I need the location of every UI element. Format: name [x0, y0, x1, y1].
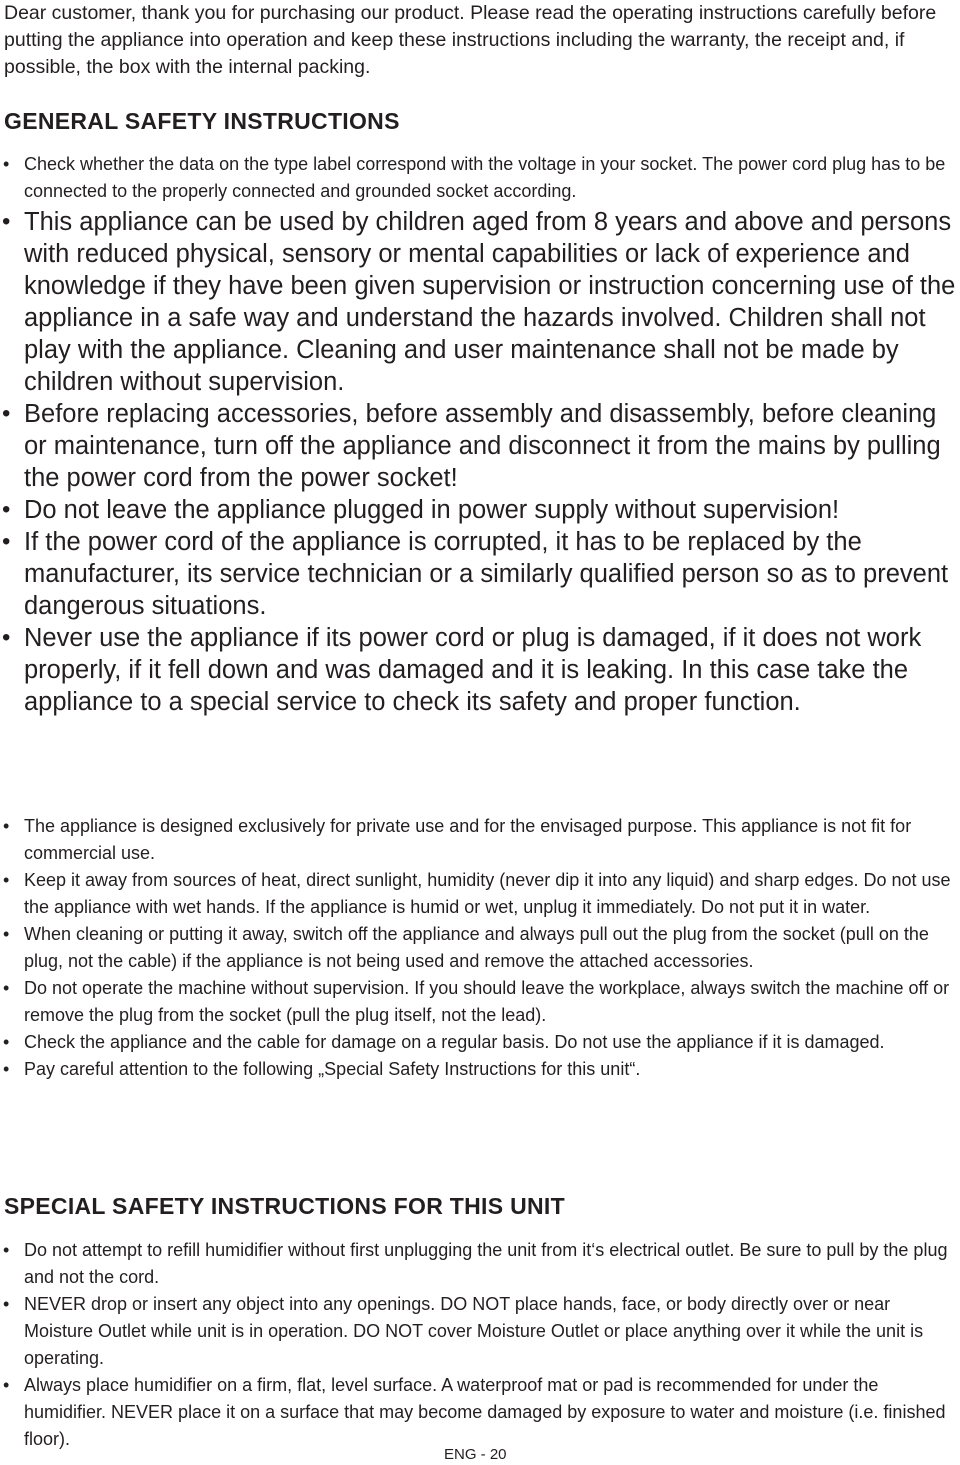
page-number: ENG - 20 — [444, 1446, 507, 1463]
list-item: • NEVER drop or insert any object into any openings. DO NOT place hands, face, or body directly over or near Moisture Outlet while unit is in operation. DO NOT cover Moisture Outlet or place anything over it while the unit is operating. — [0, 1291, 960, 1372]
list-item: • Do not leave the appliance plugged in power supply without supervision! — [0, 494, 960, 526]
list-item: • When cleaning or putting it away, switch off the appliance and always pull out the plug from the socket (pull on the plug, not the cable) if the appliance is not being used and remove the attached accessories. — [0, 921, 960, 975]
general-list-large — [0, 206, 960, 718]
list-item: • If the power cord of the appliance is corrupted, it has to be replaced by the manufacturer, its service technician or a similarly qualified person so as to prevent dangerous situations. — [0, 526, 960, 622]
list-item: • Never use the appliance if its power cord or plug is damaged, if it does not work properly, if it fell down and was damaged and it is leaking. In this case take the appliance to a special service to check its safety and proper function. — [0, 622, 960, 718]
list-item: • Before replacing accessories, before assembly and disassembly, before cleaning or maintenance, turn off the appliance and disconnect it from the mains by pulling the power cord from the power socket! — [0, 398, 960, 494]
general-list-small-b — [0, 813, 960, 1083]
list-item: • Do not attempt to refill humidifier without first unplugging the unit from it‘s electrical outlet. Be sure to pull by the plug and not the cord. — [0, 1237, 960, 1291]
list-item: • Keep it away from sources of heat, direct sunlight, humidity (never dip it into any liquid) and sharp edges. Do not use the appliance with wet hands. If the appliance is humid or wet, unplug it immediately. Do not put it in water. — [0, 867, 960, 921]
intro-paragraph: Dear customer, thank you for purchasing our product. Please read the operating instructions carefully before putting the appliance into operation and keep these instructions including the warranty, the receipt and, if possible, the box with the internal packing. — [4, 2, 937, 78]
list-item: • Check whether the data on the type label correspond with the voltage in your socket. The power cord plug has to be connected to the properly connected and grounded socket according. — [0, 151, 960, 205]
special-list — [0, 1237, 960, 1453]
general-list-small-a — [0, 151, 960, 205]
list-item: • Pay careful attention to the following „Special Safety Instructions for this unit“. — [0, 1056, 960, 1083]
list-item: • Always place humidifier on a firm, flat, level surface. A waterproof mat or pad is recommended for under the humidifier. NEVER place it on a surface that may become damaged by exposure to water and moisture (i.e. finished floor). — [0, 1372, 960, 1453]
list-item: • The appliance is designed exclusively for private use and for the envisaged purpose. This appliance is not fit for commercial use. — [0, 813, 960, 867]
special-safety-heading: SPECIAL SAFETY INSTRUCTIONS FOR THIS UNIT — [4, 1193, 565, 1219]
general-safety-heading: GENERAL SAFETY INSTRUCTIONS — [4, 108, 400, 134]
list-item: • This appliance can be used by children aged from 8 years and above and persons with reduced physical, sensory or mental capabilities or lack of experience and knowledge if they have been given supervision or instruction concerning use of the appliance in a safe way and understand the hazards involved. Children shall not play with the appliance. Cleaning and user maintenance shall not be made by children without supervision. — [0, 206, 960, 398]
list-item: • Check the appliance and the cable for damage on a regular basis. Do not use the appliance if it is damaged. — [0, 1029, 960, 1056]
list-item: • Do not operate the machine without supervision. If you should leave the workplace, always switch the machine off or remove the plug from the socket (pull the plug itself, not the lead). — [0, 975, 960, 1029]
